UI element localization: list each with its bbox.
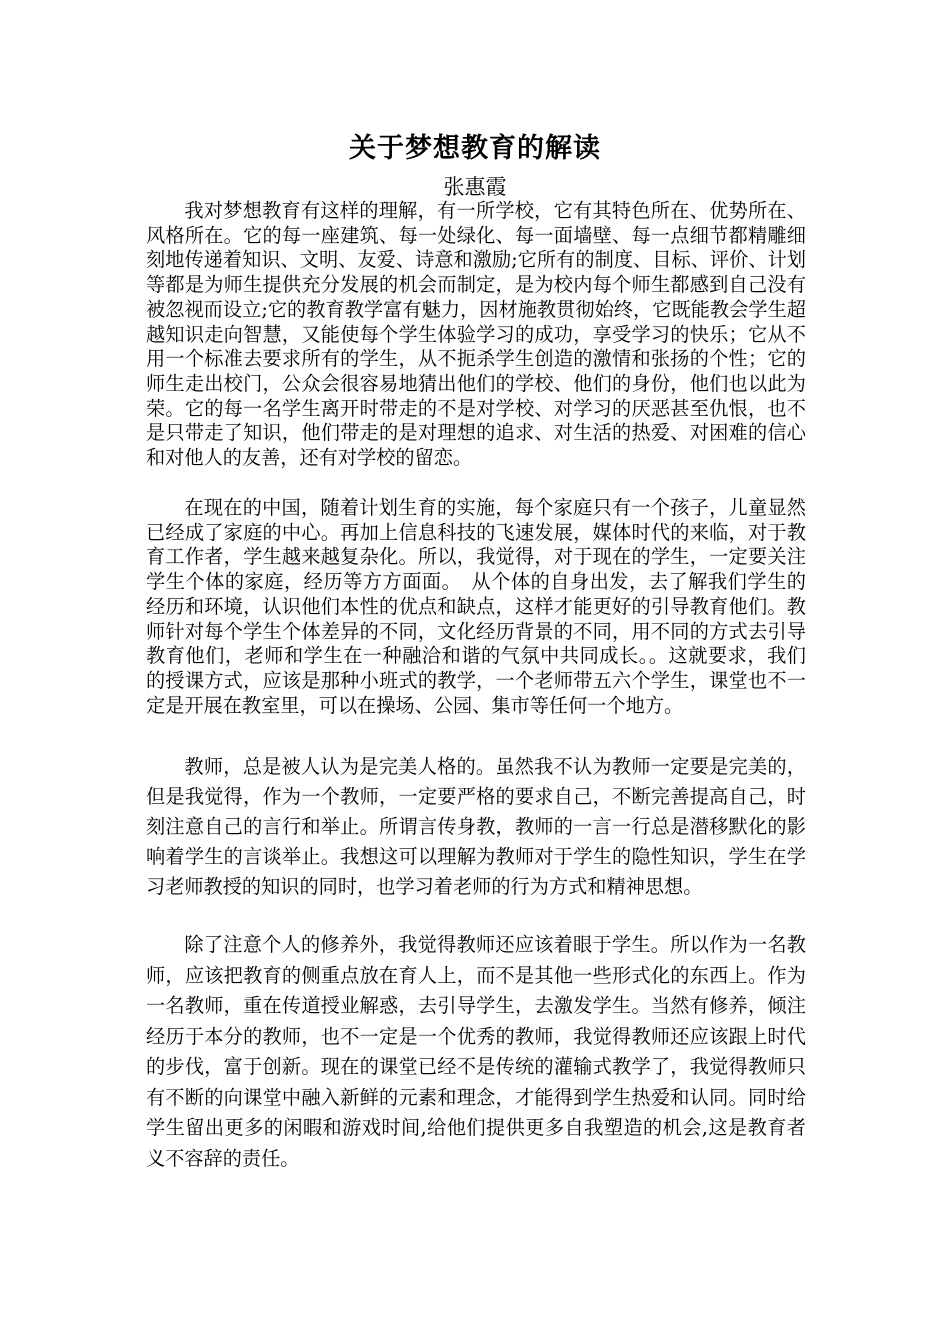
document-title: 关于梦想教育的解读 [349, 133, 601, 164]
document-author: 张惠霞 [443, 175, 507, 199]
paragraph-4: 除了注意个人的修养外，我觉得教师还应该着眼于学生。所以作为一名教师，应该把教育的侧重点放在育人上，而不是其他一些形式化的东西上。作为一名教师，重在传道授业解惑，去引导学生，去激发学生。当然有修养，倾注经历于本分的教师，也不一定是一个优秀的教师，我觉得教师还应该跟上时代的步伐，富于创新。现在的课堂已经不是传统的灌输式教学了，我觉得教师只有不断的向课堂中融入新鲜的元素和理念，才能得到学生热爱和认同。同时给学生留出更多的闲暇和游戏时间,给他们提供更多自我塑造的机会,这是教育者义不容辞的责任。 [146, 933, 806, 1170]
paragraph-2: 在现在的中国，随着计划生育的实施，每个家庭只有一个孩子，儿童显然已经成了家庭的中心。再加上信息科技的飞速发展，媒体时代的来临，对于教育工作者，学生越来越复杂化。所以，我觉得，对于现在的学生，一定要关注学生个体的家庭，经历等方方面面。 从个体的自身出发，去了解我们学生的经历和环境，认识他们本性的优点和缺点，这样才能更好的引导教育他们。教师针对每个学生个体差异的不同，文化经历背景的不同，用不同的方式去引导教育他们，老师和学生在一种融洽和谐的气氛中共同成长。。这就要求，我们的授课方式，应该是那种小班式的教学，一个老师带五六个学生，课堂也不一定是开展在教室里，可以在操场、公园、集市等任何一个地方。 [146, 496, 806, 717]
paragraph-3: 教师，总是被人认为是完美人格的。虽然我不认为教师一定要是完美的，但是我觉得，作为一个教师，一定要严格的要求自己，不断完善提高自己，时刻注意自己的言行和举止。所谓言传身教，教师的一言一行总是潜移默化的影响着学生的言谈举止。我想这可以理解为教师对于学生的隐性知识，学生在学习老师教授的知识的同时，也学习着老师的行为方式和精神思想。 [146, 755, 806, 898]
paragraph-1: 我对梦想教育有这样的理解，有一所学校，它有其特色所在、优势所在、风格所在。它的每一座建筑、每一处绿化、每一面墙壁、每一点细节都精雕细刻地传递着知识、文明、友爱、诗意和激励;它所有的制度、目标、评价、计划等都是为师生提供充分发展的机会而制定，是为校内每个师生都感到自己没有被忽视而设立;它的教育教学富有魅力，因材施教贯彻始终，它既能教会学生超越知识走向智慧，又能使每个学生体验学习的成功，享受学习的快乐；它从不用一个标准去要求所有的学生，从不扼杀学生创造的激情和张扬的个性；它的师生走出校门，公众会很容易地猜出他们的学校、他们的身份，他们也以此为荣。它的每一名学生离开时带走的不是对学校、对学习的厌恶甚至仇恨，也不是只带走了知识，他们带走的是对理想的追求、对生活的热爱、对困难的信心和对他人的友善，还有对学校的留恋。 [146, 199, 806, 470]
